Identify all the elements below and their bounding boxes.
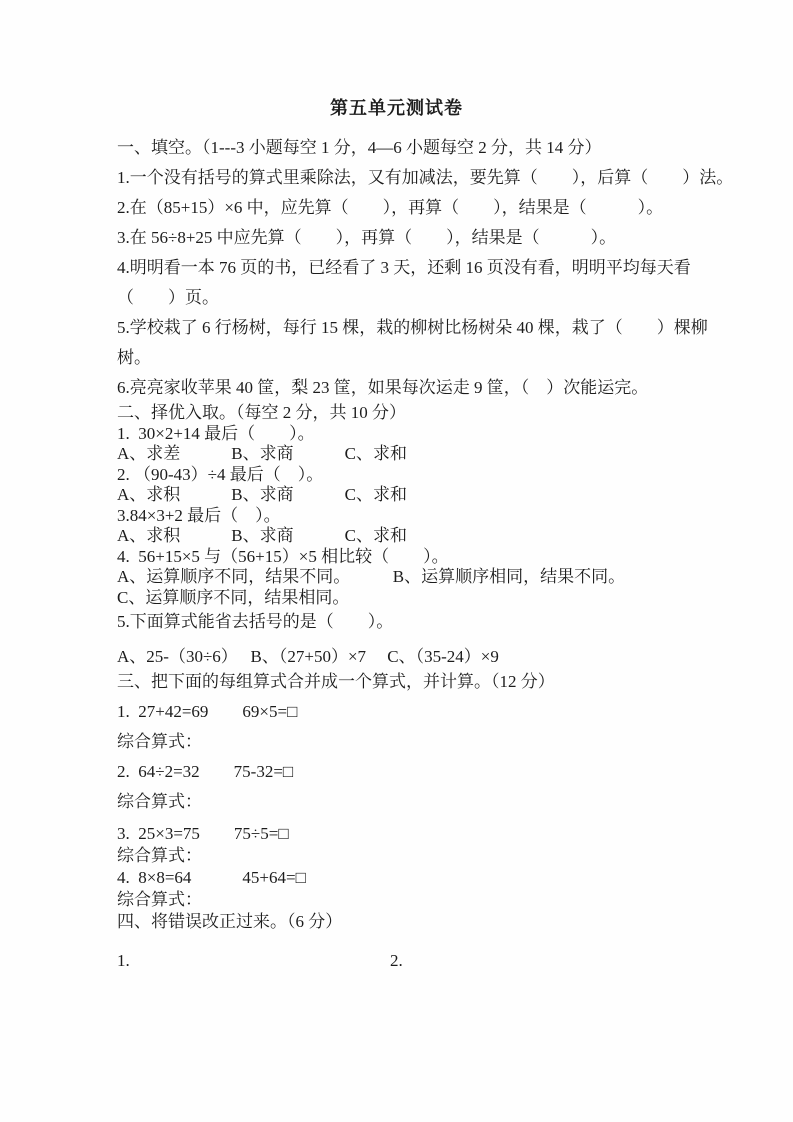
section4-heading: 四、将错误改正过来。（6 分） [117,912,343,931]
combine-items-3-4 [117,823,717,911]
choice-q5-options: A、25-（30÷6） B、（27+50）×7 C、（35-24）×9 [117,646,499,666]
choice-q5: 5.下面算式能省去括号的是（ ）。 [117,612,394,631]
fill-blank-q2: 2.在（85+15）×6 中，应先算（ ），再算（ ），结果是（ ）。 [117,198,664,217]
fill-blank-q4: 4.明明看一本 76 页的书，已经看了 3 天，还剩 16 页没有看，明明平均每天看 [117,258,691,277]
choice-q2-options: A、求积 B、求商 C、求和 [117,485,407,504]
correction-item-1: 1. [117,951,130,970]
section2-heading: 二、择优入取。（每空 2 分，共 10 分） [117,403,406,422]
combine-q2-answer-label: 综合算式： [117,792,202,811]
section1-heading: 一、填空。（1---3 小题每空 1 分，4—6 小题每空 2 分，共 14 分） [117,138,602,157]
section-combine-expressions [117,667,717,911]
fill-blank-q3: 3.在 56÷8+25 中应先算（ ），再算（ ），结果是（ ）。 [117,228,617,247]
fill-blank-q1: 1.一个没有括号的算式里乘除法，又有加减法，要先算（ ），后算（ ）法。 [117,168,734,187]
correction-item-2: 2. [390,951,403,970]
choice-q4-option-c: C、运算顺序不同，结果相同。 [117,587,350,607]
fill-blank-q4-cont: （ ）页。 [117,288,219,307]
choice-q4: 4. 56+15×5 与（56+15）×5 相比较（ ）。 [117,546,449,566]
section-multiple-choice [117,403,717,667]
section-fill-blanks [117,133,734,403]
combine-q3-answer-label: 综合算式： [117,846,202,865]
combine-q1-answer-label: 综合算式： [117,732,202,751]
choice-q4-options-ab: A、运算顺序不同，结果不同。 B、运算顺序相同，结果不同。 [117,567,626,586]
combine-q4-answer-label: 综合算式： [117,890,202,909]
choice-q3-options: A、求积 B、求商 C、求和 [117,526,407,545]
combine-q4: 4. 8×8=64 45+64=□ [117,868,306,887]
section-correction [117,911,717,971]
combine-items-1-2 [117,697,717,817]
choice-q1-options: A、求差 B、求商 C、求和 [117,444,407,463]
fill-blank-q6: 6.亮亮家收苹果 40 筐，梨 23 筐，如果每次运走 9 筐，（ ）次能运完。 [117,378,649,397]
combine-q2: 2. 64÷2=32 75-32=□ [117,762,294,781]
doc-content [117,133,734,971]
combine-q3: 3. 25×3=75 75÷5=□ [117,824,289,843]
doc-title: 第五单元测试卷 [330,98,463,118]
section3-heading: 三、把下面的每组算式合并成一个算式，并计算。（12 分） [117,672,555,691]
choice-q3: 3.84×3+2 最后（ ）。 [117,505,281,525]
fill-blank-q5-cont: 树。 [117,348,151,367]
fill-blank-q5: 5.学校栽了 6 行杨树，每行 15 棵，栽的柳树比杨树朵 40 棵，栽了（ ）棵柳 [117,318,708,337]
choice-q2: 2. （90-43）÷4 最后（ ）。 [117,464,324,484]
correction-items-row [117,951,717,971]
combine-q1: 1. 27+42=69 69×5=□ [117,702,298,721]
choice-q1: 1. 30×2+14 最后（ ）。 [117,423,315,443]
